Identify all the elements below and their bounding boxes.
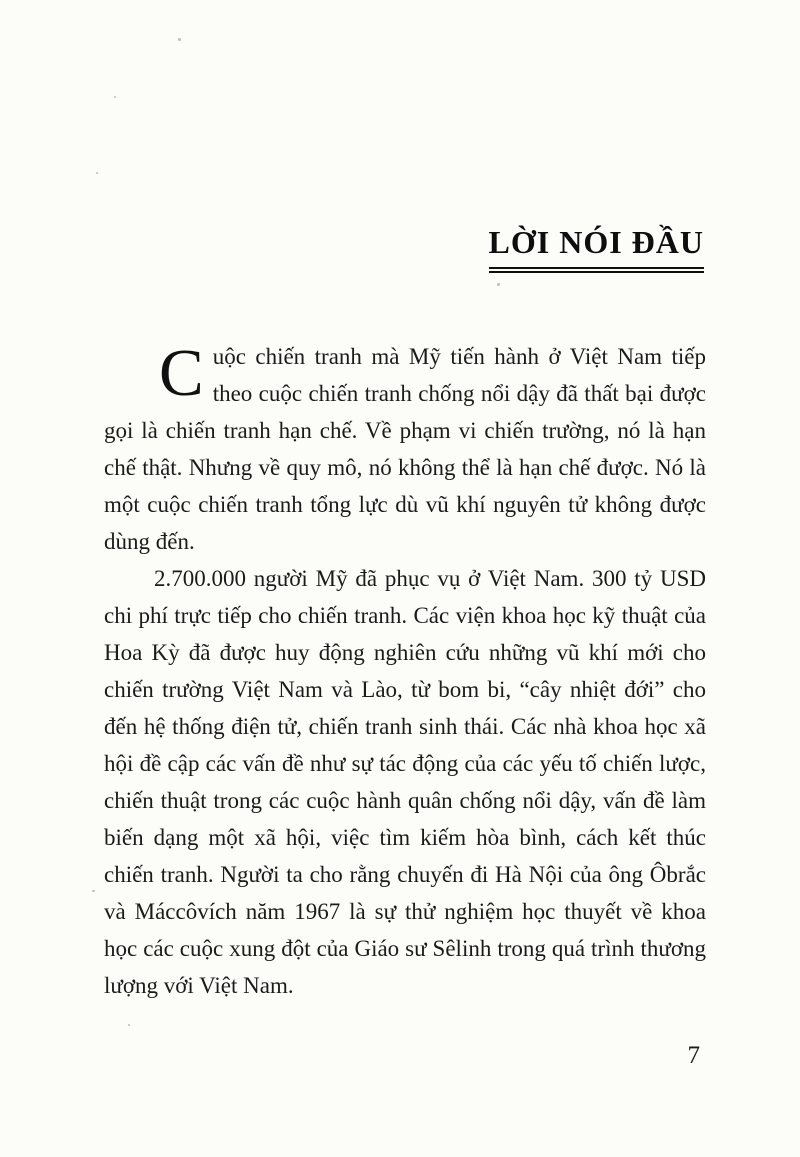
scan-speckle [128,1024,130,1026]
chapter-title-text: LỜI NÓI ĐẦU [489,224,704,273]
scan-speckle [96,172,98,174]
chapter-title [489,224,704,273]
dropcap-letter: C [159,336,204,410]
scan-speckle [497,283,500,286]
scan-speckle [114,96,116,98]
scan-speckle [92,890,95,892]
scan-speckle [178,38,181,41]
paragraph-1 [104,338,706,560]
body-text-block [104,338,706,1004]
paragraph-1-text: uộc chiến tranh mà Mỹ tiến hành ở Việt Nam tiếp theo cuộc chiến tranh chống nổi dậy đã thất bại được gọi là chiến tranh hạn chế. Về phạm vi chiến trường, nó là hạn chế thật. Nhưng về quy mô, nó không thể là hạn chế được. Nó là một cuộc chiến tranh tổng lực dù vũ khí nguyên tử không được dùng đến. [104,344,706,554]
page-number: 7 [687,1042,700,1069]
paragraph-2: 2.700.000 người Mỹ đã phục vụ ở Việt Nam. 300 tỷ USD chi phí trực tiếp cho chiến tranh. Các viện khoa học kỹ thuật của Hoa Kỳ đã được huy động nghiên cứu những vũ khí mới cho chiến trường Việt Nam và Lào, từ bom bi, “cây nhiệt đới” cho đến hệ thống điện tử, chiến tranh sinh thái. Các nhà khoa học xã hội đề cập các vấn đề như sự tác động của các yếu tố chiến lược, chiến thuật trong các cuộc hành quân chống nổi dậy, vấn đề làm biến dạng một xã hội, việc tìm kiếm hòa bình, cách kết thúc chiến tranh. Người ta cho rằng chuyến đi Hà Nội của ông Ôbrắc và Máccôvích năm 1967 là sự thử nghiệm học thuyết về khoa học các cuộc xung đột của Giáo sư Sêlinh trong quá trình thương lượng với Việt Nam. [104,566,706,998]
